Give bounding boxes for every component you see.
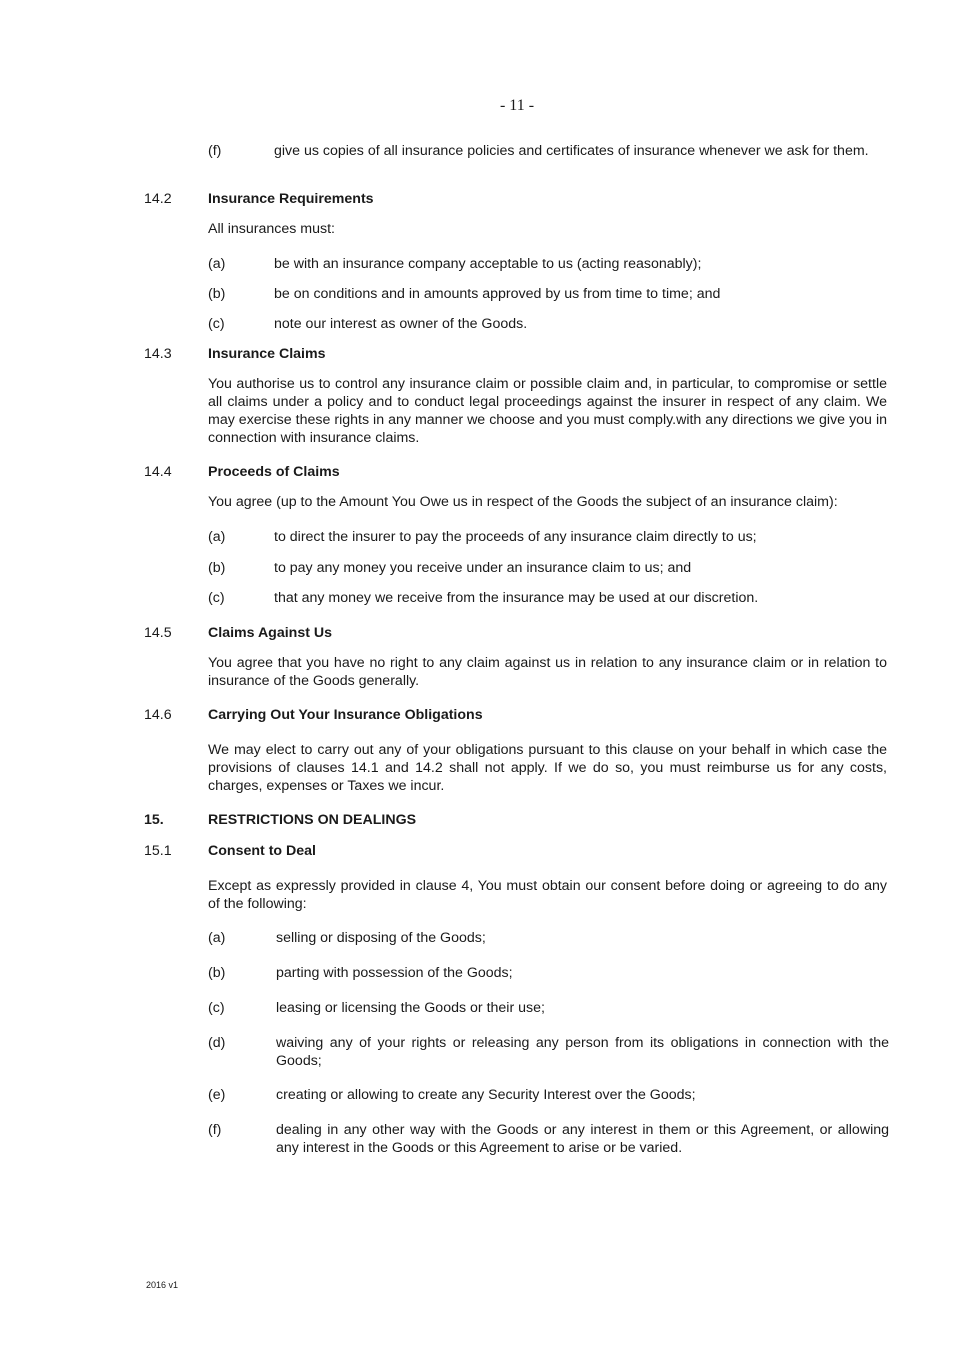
section-14-5-number: 14.5 [144, 625, 172, 641]
list-item-label: (c) [208, 590, 225, 606]
list-item-label: (f) [208, 1122, 222, 1138]
section-14-4-number: 14.4 [144, 464, 172, 480]
section-14-5-title: Claims Against Us [208, 625, 333, 641]
section-14-4-intro: You agree (up to the Amount You Owe us in respect of the Goods the subject of an insurance claim): [208, 494, 838, 510]
footer-version: 2016 v1 [146, 1280, 179, 1290]
list-item-label: (c) [208, 316, 225, 332]
list-item-text: dealing in any other way with the Goods or any interest in them or this Agreement, or allowing any interest in the Goods or this Agreement to arise or be varied. [276, 1122, 889, 1156]
section-14-2-title: Insurance Requirements [208, 191, 374, 207]
list-item-label: (a) [208, 256, 226, 272]
list-item-text: be on conditions and in amounts approved by us from time to time; and [274, 286, 721, 302]
section-14-2-intro: All insurances must: [208, 221, 335, 237]
section-14-6-title: Carrying Out Your Insurance Obligations [208, 707, 483, 723]
list-item-text: leasing or licensing the Goods or their use; [276, 1000, 545, 1016]
list-item-text: to pay any money you receive under an insurance claim to us; and [274, 560, 692, 576]
list-item-label: (b) [208, 286, 226, 302]
section-15-1-intro: Except as expressly provided in clause 4, You must obtain our consent before doing or agreeing to do any of the following: [208, 878, 887, 912]
list-item-text: that any money we receive from the insurance may be used at our discretion. [274, 590, 759, 606]
list-item-text: note our interest as owner of the Goods. [274, 316, 528, 332]
section-14-6-body: We may elect to carry out any of your obligations pursuant to this clause on your behalf in which case the provisions of clauses 14.1 and 14.2 shall not apply. If we do so, you must reimburse us for any costs, charges, expenses or Taxes we incur. [208, 742, 887, 794]
list-item-text: creating or allowing to create any Security Interest over the Goods; [276, 1087, 696, 1103]
section-15-title: RESTRICTIONS ON DEALINGS [208, 812, 417, 828]
list-item-label: (b) [208, 965, 226, 981]
section-14-3-number: 14.3 [144, 346, 172, 362]
list-item-label: (c) [208, 1000, 225, 1016]
section-15-number: 15. [144, 812, 164, 828]
section-15-1-title: Consent to Deal [208, 843, 316, 859]
list-item-text: selling or disposing of the Goods; [276, 930, 486, 946]
list-item-label: (d) [208, 1035, 226, 1051]
list-item-text: waiving any of your rights or releasing any person from its obligations in connection with the Goods; [276, 1035, 889, 1069]
section-14-3-body: You authorise us to control any insurance claim or possible claim and, in particular, to compromise or settle all claims under a policy and to conduct legal proceedings against the insurer in respect of any claim. We may exercise these rights in any manner we choose and you must comply.with any directions we give you in connection with insurance claims. [208, 376, 887, 446]
section-14-2-number: 14.2 [144, 191, 172, 207]
section-14-6-number: 14.6 [144, 707, 172, 723]
section-14-3-title: Insurance Claims [208, 346, 326, 362]
list-item-label: (b) [208, 560, 226, 576]
list-item-label: (a) [208, 529, 226, 545]
section-14-5-body: You agree that you have no right to any claim against us in relation to any insurance claim or in relation to insurance of the Goods generally. [208, 655, 887, 689]
list-item-text: be with an insurance company acceptable to us (acting reasonably); [274, 256, 702, 272]
list-item-text: to direct the insurer to pay the proceeds of any insurance claim directly to us; [274, 529, 757, 545]
section-14-4-title: Proceeds of Claims [208, 464, 340, 480]
list-item-label: (e) [208, 1087, 226, 1103]
page-number: - 11 - [499, 97, 535, 114]
intro-item-label: (f) [208, 143, 222, 159]
section-15-1-number: 15.1 [144, 843, 172, 859]
list-item-label: (a) [208, 930, 226, 946]
intro-item-text: give us copies of all insurance policies and certificates of insurance whenever we ask for them. [274, 143, 869, 159]
list-item-text: parting with possession of the Goods; [276, 965, 513, 981]
